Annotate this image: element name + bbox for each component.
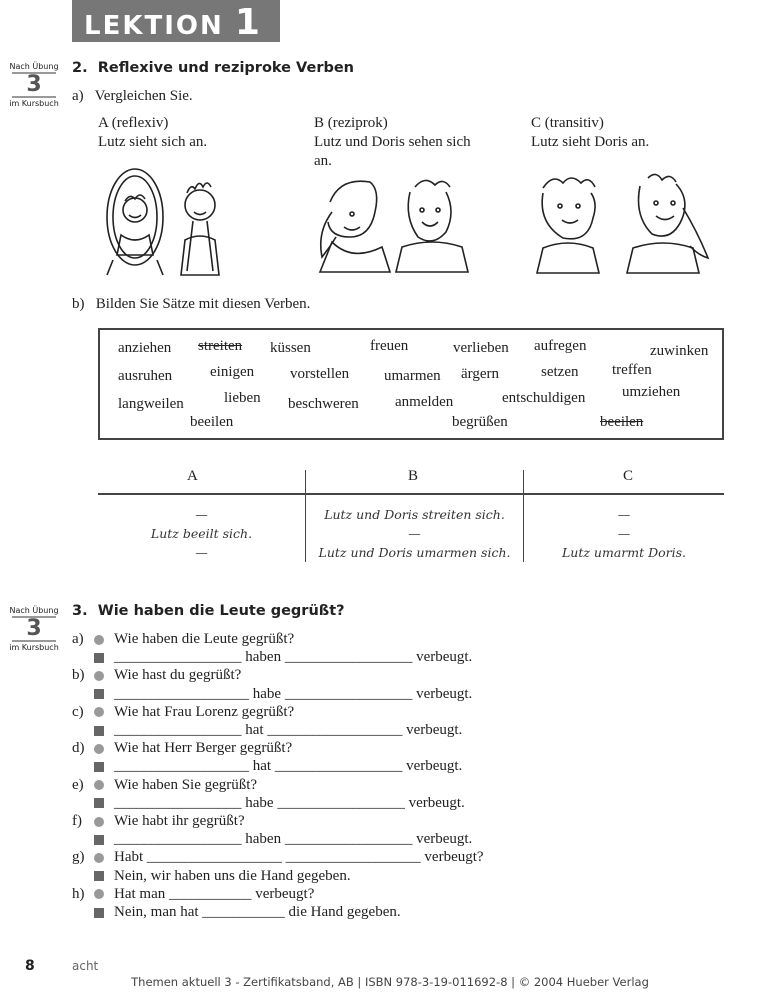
item-question: Wie hast du gegrüßt?	[114, 667, 242, 684]
ex2-number: 2.	[72, 60, 88, 76]
answer-word: haben	[245, 649, 282, 666]
table-column-a	[98, 505, 305, 562]
item-label: e)	[72, 776, 84, 793]
answer-word: verbeugt.	[416, 649, 473, 666]
verb-word-struck: beeilen	[600, 414, 644, 430]
item-question: Wie habt ihr gegrüßt?	[114, 813, 245, 830]
column-a-text	[98, 114, 207, 152]
table-column-c	[524, 505, 724, 562]
answer-word: verbeugt.	[406, 758, 463, 775]
ref-number: 3	[12, 616, 56, 642]
answer-blank[interactable]: __________________	[114, 758, 249, 775]
ex3-item-h	[72, 885, 484, 921]
answer-word: habe	[252, 685, 282, 702]
item-label: a)	[72, 631, 84, 647]
item-question: Wie haben Sie gegrüßt?	[114, 776, 258, 793]
answer-blank[interactable]: _________________	[114, 831, 242, 848]
answer-bullet-icon	[94, 762, 104, 772]
answer-blank[interactable]: _________________	[114, 794, 242, 811]
item-answer: Nein, man hat ___________ die Hand gegeben.	[114, 904, 401, 921]
answer-blank[interactable]: __________________	[285, 849, 421, 866]
ref-top-text: Nach Übung	[9, 62, 59, 71]
answer-bullet-icon	[94, 908, 104, 918]
answer-bullet-icon	[94, 653, 104, 663]
ex2-a-label: a)	[72, 88, 84, 104]
item-question-end: verbeugt?	[424, 849, 484, 866]
ex2-heading	[72, 60, 354, 76]
verb-word: beschweren	[288, 396, 359, 412]
item-answer: Nein, wir haben uns die Hand gegeben.	[114, 867, 351, 884]
answer-word: verbeugt.	[408, 794, 465, 811]
table-cell: —	[195, 545, 208, 560]
answer-blank[interactable]: _________________	[284, 685, 413, 702]
table-header-b: B	[408, 468, 419, 484]
ex2-a-instruction	[72, 88, 193, 105]
column-c-heading: C (transitiv)	[531, 115, 604, 131]
verb-word: verlieben	[453, 340, 509, 356]
verb-word: beeilen	[190, 414, 234, 430]
question-bullet-icon	[94, 853, 104, 863]
ex2-title: Reflexive und reziproke Verben	[97, 60, 355, 76]
verb-word: langweilen	[118, 396, 184, 412]
ref-number: 3	[12, 72, 56, 98]
verb-word: umarmen	[384, 368, 441, 384]
verb-word-struck: streiten	[198, 338, 243, 354]
illustration-transitive-pair	[528, 168, 718, 278]
illustration-reflexive-mirror	[95, 165, 230, 280]
verb-word: anmelden	[395, 394, 454, 410]
illustration-reciprocal-pair	[310, 172, 470, 277]
answer-blank[interactable]: _________________	[114, 722, 242, 739]
table-divider	[98, 493, 724, 495]
column-b-heading: B (reziprok)	[314, 115, 388, 131]
question-bullet-icon	[94, 635, 104, 645]
ex3-heading	[72, 603, 345, 619]
answer-blank[interactable]: _________________	[277, 794, 405, 811]
ex3-item-b	[72, 666, 484, 702]
ex3-kursbuch-reference	[8, 606, 60, 652]
question-bullet-icon	[94, 780, 104, 790]
ex3-item-e	[72, 776, 484, 812]
table-cell: Lutz und Doris umarmen sich.	[318, 545, 511, 560]
item-label: h)	[72, 885, 85, 902]
verb-word: ausruhen	[118, 368, 173, 384]
table-cell: Lutz beeilt sich.	[150, 526, 253, 541]
page-number: 8	[25, 958, 35, 974]
question-bullet-icon	[94, 744, 104, 754]
ex3-item-a	[72, 630, 484, 666]
ex2-a-text: Vergleichen Sie.	[94, 88, 193, 104]
column-c-text	[531, 114, 649, 152]
verb-word: setzen	[541, 364, 579, 380]
ref-bottom-text: im Kursbuch	[9, 643, 59, 652]
answer-bullet-icon	[94, 726, 104, 736]
answer-word: verbeugt.	[406, 722, 463, 739]
ex2-b-instruction	[72, 296, 310, 313]
table-header-a: A	[187, 468, 198, 484]
column-b-sentence-cont: an.	[314, 153, 332, 169]
lektion-label: LEKTION	[84, 11, 224, 41]
verb-word: vorstellen	[290, 366, 350, 382]
item-label: f)	[72, 813, 82, 830]
answer-word: verbeugt.	[416, 831, 473, 848]
ex3-item-c	[72, 703, 484, 739]
verb-word: einigen	[210, 364, 255, 380]
table-cell: Lutz umarmt Doris.	[561, 545, 687, 560]
ref-bottom-text: im Kursbuch	[9, 99, 59, 108]
column-a-heading: A (reflexiv)	[98, 115, 169, 131]
verb-word: umziehen	[622, 384, 681, 400]
item-question: Hat man ___________ verbeugt?	[114, 885, 315, 902]
answer-word: verbeugt.	[416, 685, 473, 702]
verb-word: ärgern	[461, 366, 500, 382]
item-label: c)	[72, 703, 84, 720]
answer-blank[interactable]: _________________	[284, 649, 413, 666]
answer-bullet-icon	[94, 835, 104, 845]
table-cell: —	[617, 526, 631, 541]
column-b-sentence: Lutz und Doris sehen sich	[314, 134, 471, 150]
item-label: d)	[72, 740, 85, 757]
item-question: Habt __________________	[114, 849, 282, 866]
answer-blank[interactable]: _________________	[274, 758, 403, 775]
verb-word: anziehen	[118, 340, 172, 356]
answer-blank[interactable]: __________________	[267, 722, 403, 739]
ref-top-text: Nach Übung	[9, 606, 59, 615]
verb-word: küssen	[270, 340, 311, 356]
lektion-number: 1	[234, 2, 260, 43]
answer-blank[interactable]: _________________	[284, 831, 413, 848]
item-question: Wie hat Frau Lorenz gegrüßt?	[114, 703, 295, 720]
ex3-number: 3.	[72, 603, 88, 619]
question-bullet-icon	[94, 707, 104, 717]
table-header-c: C	[623, 468, 634, 484]
ex2-b-text: Bilden Sie Sätze mit diesen Verben.	[95, 296, 311, 312]
item-question: Wie hat Herr Berger gegrüßt?	[114, 740, 293, 757]
ex3-item-g	[72, 848, 484, 884]
ex2-b-label: b)	[72, 296, 85, 312]
ex2-kursbuch-reference	[8, 62, 60, 108]
answer-blank[interactable]: _________________	[114, 649, 242, 666]
verb-word: treffen	[612, 362, 652, 378]
table-cell: —	[408, 526, 421, 541]
verb-word: lieben	[224, 390, 261, 406]
table-cell: —	[195, 507, 208, 522]
footer-credit: Themen aktuell 3 - Zertifikatsband, AB | ISBN 978-3-19-011692-8 | © 2004 Hueber Verlag	[131, 975, 649, 989]
ex3-title: Wie haben die Leute gegrüßt?	[97, 603, 345, 619]
answer-blank[interactable]: __________________	[114, 685, 249, 702]
table-cell: —	[617, 507, 631, 522]
item-label: b)	[72, 667, 85, 684]
ex3-item-d	[72, 739, 484, 775]
column-c-sentence: Lutz sieht Doris an.	[531, 134, 650, 150]
answer-bullet-icon	[94, 871, 104, 881]
answer-word: hat	[245, 722, 264, 739]
page-number-word: acht	[72, 959, 99, 973]
answer-bullet-icon	[94, 798, 104, 808]
lektion-banner	[72, 0, 280, 42]
question-bullet-icon	[94, 889, 104, 899]
ex3-items	[72, 630, 484, 921]
answer-word: haben	[245, 831, 282, 848]
question-bullet-icon	[94, 671, 104, 681]
table-cell: Lutz und Doris streiten sich.	[324, 507, 505, 522]
verb-word-box	[98, 328, 724, 440]
verb-word: freuen	[370, 338, 409, 354]
answer-word: habe	[245, 794, 274, 811]
table-column-b	[306, 505, 523, 562]
ex3-item-f	[72, 812, 484, 848]
verb-word: begrüßen	[452, 414, 508, 430]
verb-word: zuwinken	[650, 343, 709, 359]
item-label: g)	[72, 849, 85, 866]
item-question: Wie haben die Leute gegrüßt?	[114, 631, 295, 647]
verb-word: aufregen	[534, 338, 587, 354]
verb-word: entschuldigen	[502, 390, 586, 406]
column-b-text	[314, 114, 471, 171]
answer-word: hat	[252, 758, 272, 775]
question-bullet-icon	[94, 817, 104, 827]
answer-bullet-icon	[94, 689, 104, 699]
column-a-sentence: Lutz sieht sich an.	[98, 134, 208, 150]
